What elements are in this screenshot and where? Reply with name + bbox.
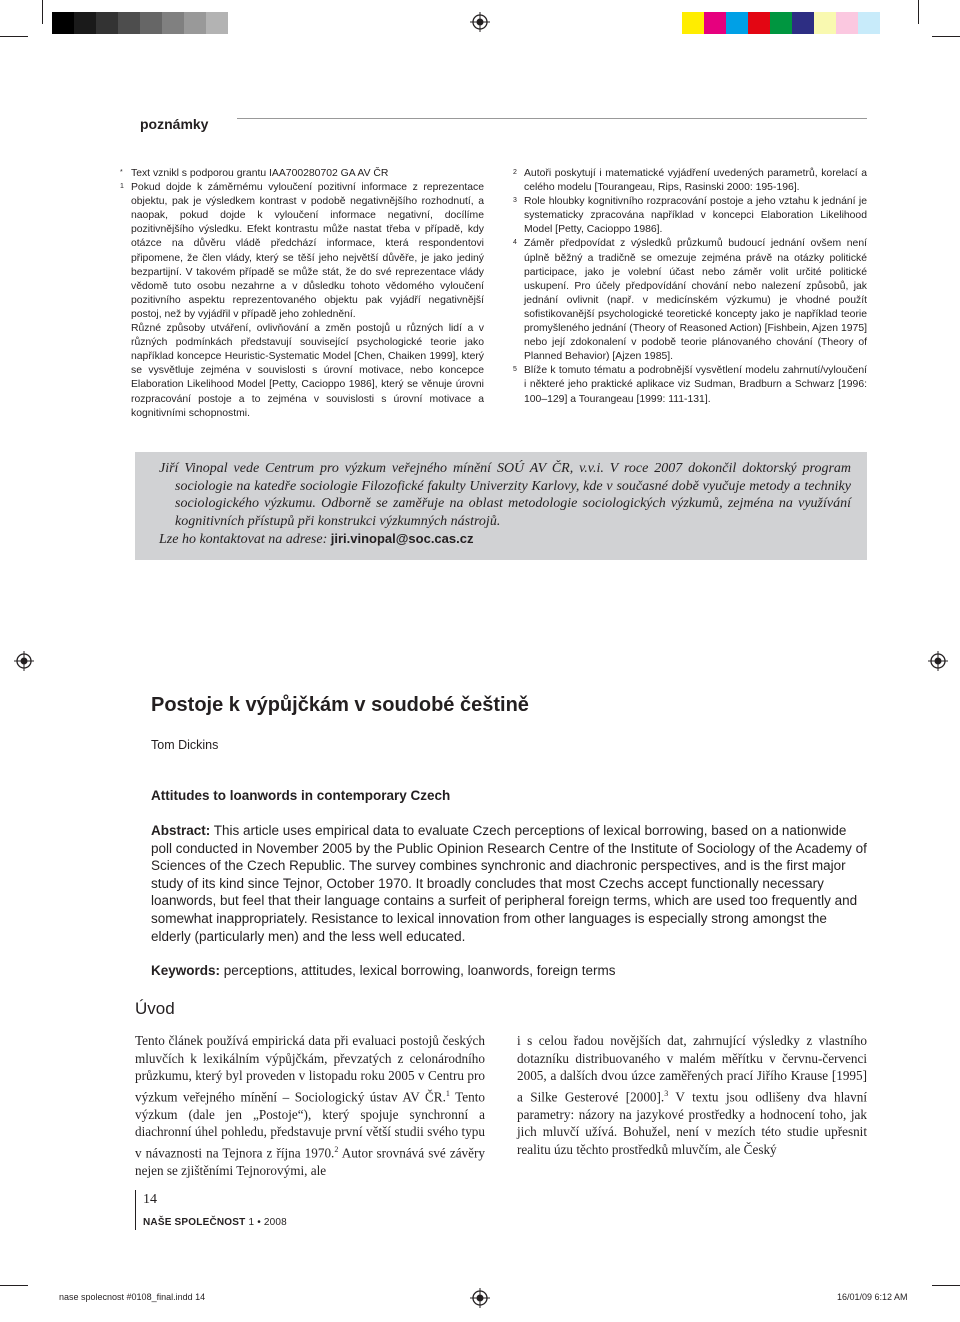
section-label: poznámky	[140, 116, 209, 132]
note-5: 5 Blíže k tomuto tématu a podrobnější vysvětlení modelu zahrnutí/vyloučení i některé jeho praktické aplikace viz Sudman, Bradburn a Schwarz [1996: 100–129] a Tourangeau [1999: 111-131].	[513, 365, 867, 405]
note-1-continued: Různé způsoby utváření, ovlivňování a změn postojů u různých lidí a v různých podmínkách představují související psychologické teorie jako například koncepce Heuristic-Systematic Model [Chen, Chaiken 1999], který se vysvětluje zejména v souvislosti s úrovní motivace, nebo koncepce Elaboration Likelihood Model [Petty, Cacioppo 1986], který se věnuje úrovni rozpracování postoje a to zejména v souvislosti s úrovní motivace a kognitivními schopnostmi.	[131, 323, 484, 419]
color-swatch	[52, 12, 74, 34]
keywords	[151, 963, 616, 978]
body-text: i s celou řadou novějších dat, zahrnující výsledky z vlastního dotazníku distribuovaného v malém měřítku v červnu-červenci 2005, a dalších dvou úzce zaměřených prací Jiřího Krause [1995] a Silke Gesterové [2000].	[517, 1033, 867, 1105]
color-swatch	[162, 12, 184, 34]
notes-right	[513, 167, 867, 407]
keywords-label: Keywords:	[151, 963, 221, 978]
color-swatch	[858, 12, 880, 34]
journal-name	[143, 1217, 287, 1228]
registration-mark-icon	[14, 651, 34, 671]
note-4: 4 Záměr předpovídat z výsledků průzkumů budoucí jednání ovšem není úplně běžný a tradičně se omezuje zejména právě na otázky politické participace, jako je volební účast nebo záměr volit určité politické uskupení. Pro účely předpovídání chování nebo nalezení způsobů, jak jednání ovlivnit (např. v medicínském výzkumu) je vhodné použít sofistikovanější psychologické teoretické koncepty jako je například teorie promyšleného jednání (Theory of Reasoned Action) [Fishbein, Ajzen 1975] nebo její zdokonalení v podobě teorie plánovaného chování (Theory of Planned Behavior) [Ajzen 1985].	[513, 238, 867, 363]
page-number: 14	[143, 1192, 157, 1207]
article-title: Postoje k výpůjčkám v soudobé češtině	[151, 694, 529, 716]
abstract	[151, 822, 867, 945]
color-swatch	[184, 12, 206, 34]
crop-mark	[0, 1285, 28, 1286]
header-rule	[237, 118, 867, 119]
color-swatch	[118, 12, 140, 34]
notes-left	[120, 167, 484, 421]
color-swatch	[814, 12, 836, 34]
registration-mark-icon	[470, 12, 490, 32]
journal-issue: 1 • 2008	[248, 1217, 287, 1228]
color-swatch	[682, 12, 704, 34]
body-text: V textu jsou odlišeny dva hlavní parametry: názory na jazykové prostředky a hodnocení toho, jak jich mluvčí užívá. Bohužel, není v mezích této studie upřesnit realitu úzu těchto prostředků mluvčím, ale Český	[517, 1089, 867, 1157]
bio-contact-label: Lze ho kontaktovat na adrese:	[159, 532, 328, 547]
note-star: * Text vznikl s podporou grantu IAA700280702 GA AV ČR	[120, 168, 389, 179]
color-swatch	[74, 12, 96, 34]
body-column-right	[517, 1032, 867, 1159]
crop-mark	[0, 36, 28, 37]
color-swatch	[770, 12, 792, 34]
color-swatch	[704, 12, 726, 34]
crop-mark	[932, 1285, 960, 1286]
registration-mark-icon	[928, 651, 948, 671]
color-swatch	[792, 12, 814, 34]
color-swatch	[836, 12, 858, 34]
slug-filename: nase spolecnost #0108_final.indd 14	[59, 1292, 206, 1302]
abstract-text: This article uses empirical data to evaluate Czech perceptions of lexical borrowing, based on a nationwide poll conducted in November 2005 by the Public Opinion Research Centre of the Institute of Sociology of the Academy of Sciences of the Czech Republic. The survey combines synchronic and diachronic perspectives, and is the first major study of its kind since Tejnor, October 1970. It broadly concludes that most Czechs accept functionally necessary loanwords, but feel that their language contains a surfeit of peripheral foreign terms, which are used too frequently and somewhat inappropriately. Resistance to lexical innovation from other languages is especially strong amongst the elderly (particularly men) and the less well educated.	[151, 823, 867, 944]
body-column-left	[135, 1032, 485, 1180]
footnote-ref[interactable]: 3	[664, 1088, 669, 1098]
registration-mark-icon	[470, 1288, 490, 1308]
footnote-ref[interactable]: 1	[445, 1088, 450, 1098]
page-number-rule	[135, 1190, 136, 1230]
crop-mark	[918, 0, 919, 24]
color-swatch	[140, 12, 162, 34]
section-heading: Úvod	[135, 999, 175, 1018]
author-bio-text	[159, 460, 851, 549]
author-bio-box	[135, 452, 867, 560]
crop-mark	[932, 36, 960, 37]
slug-date: 16/01/09 6:12 AM	[837, 1292, 908, 1302]
note-3: 3 Role hloubky kognitivního rozpracování postoje a jeho vztahu k jednání je systematicky zpracována například v koncepci Elaboration Likelihood Model [Petty, Cacioppo 1986].	[513, 196, 867, 236]
body-text: Autor srovnává své závěry nejen se zjištěními Tejnorovými, ale	[135, 1145, 485, 1178]
body-text: Tento článek používá empirická data při evaluaci postojů českých mluvčích k lexikálním výpůjčkám, převzatých z celonárodního průzkumu, který byl proveden v listopadu roku 2005 v Centru pro výzkum veřejného mínění – Sociologický ústav AV ČR.	[135, 1033, 485, 1105]
note-1: 1 Pokud dojde k záměrnému vyloučení pozitivní informace z reprezentace objektu, pak je výsledkem kontrast v podobě negativnějšího rozhodnutí, a naopak, pokud dojde k vyloučení informace negativní, docílíme pozitivnějšího výsledku. Efekt kontrastu může nastat třeba v případě, kdy otázce na důvěru vládě předchází informace, která respondentovi připomene, že člen vlády, který se těší jeho největší důvěře, je jako jediný bezpartijní. V takovém případě se může stát, že do své reprezentace vlády vědomě tuto osobu nezahrne a v důsledku tohoto vědomého vyloučení pozitivního aspektu reprezentovaného objektu pak vyjádří negativnější postoj, než by vyjádřil v případě jeho zohlednění.	[120, 182, 484, 320]
bio-email-link[interactable]: jiri.vinopal@soc.cas.cz	[330, 531, 474, 546]
footnote-ref[interactable]: 2	[334, 1144, 339, 1154]
note-2: 2 Autoři poskytují i matematické vyjádření uvedených parametrů, korelací a celého modelu [Tourangeau, Rips, Rasinski 2000: 195-196].	[513, 168, 867, 194]
english-title: Attitudes to loanwords in contemporary Czech	[151, 788, 451, 803]
crop-mark	[42, 0, 43, 24]
article-author: Tom Dickins	[151, 738, 219, 752]
color-swatch	[748, 12, 770, 34]
color-swatch	[206, 12, 228, 34]
journal-title: NAŠE SPOLEČNOST	[143, 1217, 246, 1228]
abstract-label: Abstract:	[151, 823, 211, 838]
color-swatch	[96, 12, 118, 34]
color-swatch	[726, 12, 748, 34]
keywords-text: perceptions, attitudes, lexical borrowing, loanwords, foreign terms	[223, 963, 616, 978]
body-text: Tento výzkum (dale jen „Postoje“), který spojuje synchronní a diachronní úhel pohledu, představuje první větší studii svého typu v návaznosti na Tejnora z října 1970.	[135, 1089, 485, 1161]
bio-paragraph: Jiří Vinopal vede Centrum pro výzkum veřejného mínění SOÚ AV ČR, v.v.i. V roce 2007 dokončil doktorský program sociologie na katedře sociologie Filozofické fakulty Univerzity Karlovy, kde v současné době vyučuje metody a techniky sociologického výzkumu. Odborně se zaměřuje na oblast metodologie sociologických výzkumů, zejména na využívání kognitivních přístupů při konstrukci výzkumných nástrojů.	[159, 461, 851, 529]
